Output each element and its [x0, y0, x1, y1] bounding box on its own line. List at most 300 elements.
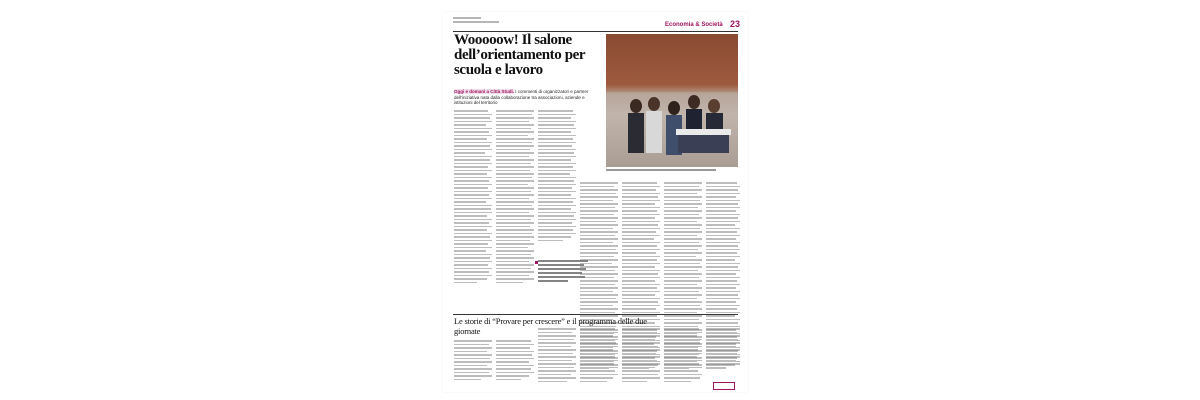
text-line — [454, 156, 492, 158]
page-number: 23 — [730, 19, 741, 29]
text-line — [496, 347, 530, 349]
text-line — [622, 242, 660, 244]
text-line — [664, 291, 699, 293]
text-line — [496, 229, 534, 231]
text-line — [706, 256, 740, 258]
text-line — [706, 353, 737, 355]
masthead-line — [453, 17, 481, 19]
text-line — [664, 301, 702, 303]
text-line — [454, 170, 492, 172]
text-line — [664, 203, 702, 205]
text-line — [496, 212, 529, 214]
text-line — [622, 221, 660, 223]
text-line — [580, 360, 618, 362]
text-line — [580, 235, 615, 237]
text-line — [622, 363, 660, 365]
text-line — [538, 212, 576, 214]
text-line — [706, 224, 735, 226]
text-line — [496, 191, 531, 193]
text-line — [580, 346, 618, 348]
text-line — [664, 259, 702, 261]
text-line — [496, 201, 534, 203]
text-line — [622, 228, 660, 230]
text-line — [622, 367, 655, 369]
text-line — [580, 186, 614, 188]
text-line — [454, 152, 485, 154]
text-line — [454, 110, 488, 112]
text-line — [706, 266, 738, 268]
text-line — [706, 182, 737, 184]
text-line — [538, 177, 576, 179]
text-line — [496, 236, 534, 238]
text-line — [622, 231, 656, 233]
text-line — [454, 275, 492, 277]
text-line — [454, 138, 487, 140]
text-line — [496, 278, 534, 280]
text-line — [454, 114, 492, 116]
text-line — [622, 280, 655, 282]
text-line — [496, 205, 532, 207]
text-line — [538, 377, 576, 379]
text-line — [538, 124, 574, 126]
text-line — [454, 358, 490, 360]
text-line — [580, 370, 615, 372]
text-line — [496, 173, 534, 175]
text-line — [580, 228, 613, 230]
text-line — [538, 149, 576, 151]
text-line — [496, 145, 534, 147]
text-line — [454, 271, 489, 273]
text-line — [496, 257, 534, 259]
text-line — [664, 370, 698, 372]
text-line — [622, 259, 657, 261]
text-line — [454, 145, 490, 147]
text-line — [538, 374, 571, 376]
text-line — [622, 287, 657, 289]
text-line — [580, 377, 613, 379]
text-line — [706, 349, 740, 351]
text-line — [622, 182, 657, 184]
text-line — [580, 214, 614, 216]
text-line — [496, 358, 534, 360]
text-line — [454, 247, 492, 249]
text-line — [706, 273, 736, 275]
text-line — [580, 245, 618, 247]
text-line — [496, 222, 534, 224]
text-line — [496, 361, 529, 363]
text-line — [580, 287, 618, 289]
text-line — [622, 308, 656, 310]
text-line — [664, 287, 702, 289]
text-line — [580, 200, 613, 202]
text-line — [706, 221, 740, 223]
text-line — [706, 363, 740, 365]
text-line — [664, 339, 702, 341]
text-line — [706, 186, 740, 188]
text-line — [664, 210, 702, 212]
text-line — [538, 117, 571, 119]
text-line — [496, 117, 534, 119]
text-line — [496, 240, 530, 242]
text-line — [706, 235, 740, 237]
text-line — [580, 342, 616, 344]
text-line — [664, 346, 702, 348]
text-line — [706, 207, 740, 209]
text-line — [664, 214, 699, 216]
text-line — [664, 238, 702, 240]
text-line — [538, 194, 571, 196]
text-line — [454, 208, 491, 210]
text-line — [454, 264, 488, 266]
text-line — [454, 368, 492, 370]
text-line — [538, 114, 576, 116]
text-line — [622, 224, 658, 226]
text-line — [454, 131, 489, 133]
text-line — [538, 233, 576, 235]
text-line — [622, 210, 657, 212]
text-line — [664, 270, 698, 272]
text-line — [538, 187, 572, 189]
text-line — [538, 191, 576, 193]
text-line — [580, 259, 618, 261]
text-line — [706, 308, 737, 310]
text-line — [454, 340, 492, 342]
article-photo — [606, 34, 738, 167]
text-line — [664, 374, 702, 376]
text-line — [538, 184, 576, 186]
text-line — [706, 315, 735, 317]
text-line — [622, 294, 655, 296]
text-line — [496, 247, 528, 249]
text-line — [706, 263, 740, 265]
text-line — [538, 353, 573, 355]
text-line — [454, 250, 486, 252]
text-line — [496, 354, 532, 356]
text-line — [706, 294, 738, 296]
text-line — [580, 242, 613, 244]
text-line — [454, 177, 492, 179]
text-line — [496, 261, 529, 263]
text-line — [496, 340, 531, 342]
text-line — [580, 328, 615, 330]
text-line — [496, 142, 532, 144]
text-line — [664, 228, 700, 230]
text-line — [580, 221, 616, 223]
text-line — [496, 180, 534, 182]
text-line — [538, 215, 574, 217]
text-line — [496, 187, 534, 189]
text-line — [622, 360, 657, 362]
text-line — [496, 268, 531, 270]
text-line — [538, 135, 576, 137]
text-line — [538, 156, 576, 158]
text-line — [496, 156, 529, 158]
text-line — [664, 245, 702, 247]
text-line — [580, 308, 618, 310]
text-line — [706, 342, 740, 344]
text-line — [454, 128, 492, 130]
text-line — [454, 215, 487, 217]
text-line — [454, 229, 487, 231]
text-line — [454, 222, 489, 224]
text-line — [706, 270, 740, 272]
text-line — [496, 282, 523, 284]
photo-caption — [606, 169, 716, 173]
text-line — [706, 367, 726, 369]
text-line — [538, 110, 573, 112]
text-line — [706, 312, 740, 314]
text-line — [496, 275, 529, 277]
text-line — [454, 187, 488, 189]
text-line — [496, 198, 529, 200]
text-line — [496, 379, 521, 381]
text-line — [622, 346, 658, 348]
text-line — [664, 294, 702, 296]
text-line — [580, 231, 618, 233]
text-line — [496, 208, 534, 210]
text-line — [622, 263, 660, 265]
text-line — [454, 375, 492, 377]
text-line — [454, 159, 490, 161]
text-line — [580, 207, 615, 209]
text-line — [706, 284, 740, 286]
subhead-rest: I commenti di organizzatori e partner dell’iniziativa nata dalla collaborazione tra associazioni, aziende e istituzioni del territorio — [454, 89, 589, 105]
text-line — [538, 201, 573, 203]
text-line — [580, 305, 613, 307]
text-line — [622, 342, 660, 344]
text-line — [664, 252, 702, 254]
text-line — [622, 301, 658, 303]
text-line — [664, 308, 702, 310]
text-line — [664, 280, 702, 282]
pull-quote-line — [538, 268, 586, 270]
text-line — [496, 170, 530, 172]
text-line — [622, 353, 656, 355]
text-line — [622, 189, 656, 191]
pull-quote-line — [538, 272, 582, 274]
text-line — [664, 231, 702, 233]
text-line — [580, 349, 613, 351]
text-line — [538, 349, 576, 351]
text-line — [454, 257, 490, 259]
text-line — [664, 196, 702, 198]
text-line — [496, 372, 534, 374]
text-line — [664, 284, 697, 286]
text-line — [496, 194, 534, 196]
text-line — [496, 264, 534, 266]
text-line — [454, 226, 492, 228]
text-line — [538, 335, 576, 337]
text-line — [706, 328, 740, 330]
text-line — [538, 128, 576, 130]
text-line — [706, 335, 740, 337]
column-12 — [622, 328, 660, 384]
text-line — [454, 261, 492, 263]
text-line — [622, 207, 660, 209]
text-line — [454, 372, 489, 374]
text-line — [454, 268, 492, 270]
text-line — [706, 259, 735, 261]
text-line — [622, 370, 660, 372]
text-line — [580, 193, 616, 195]
text-line — [706, 301, 736, 303]
text-line — [706, 346, 736, 348]
text-line — [496, 368, 531, 370]
text-line — [622, 312, 660, 314]
text-line — [706, 305, 740, 307]
text-line — [496, 131, 534, 133]
text-line — [664, 342, 700, 344]
text-line — [664, 242, 699, 244]
text-line — [496, 121, 529, 123]
photo-illustration — [606, 34, 738, 167]
newspaper-page — [443, 12, 748, 392]
text-line — [706, 228, 740, 230]
text-line — [664, 353, 702, 355]
text-line — [580, 363, 614, 365]
text-line — [538, 142, 576, 144]
text-line — [622, 377, 660, 379]
text-line — [580, 270, 615, 272]
text-line — [706, 238, 736, 240]
text-line — [706, 298, 740, 300]
text-line — [664, 363, 699, 365]
text-line — [454, 254, 492, 256]
text-line — [664, 200, 700, 202]
text-line — [454, 163, 492, 165]
text-line — [538, 163, 576, 165]
text-line — [580, 381, 607, 383]
text-line — [622, 266, 655, 268]
text-line — [496, 138, 534, 140]
text-line — [538, 236, 571, 238]
text-line — [538, 332, 572, 334]
text-line — [496, 365, 534, 367]
text-line — [622, 245, 657, 247]
text-line — [454, 347, 492, 349]
text-line — [664, 335, 697, 337]
text-line — [496, 135, 528, 137]
text-line — [538, 356, 576, 358]
text-line — [664, 381, 691, 383]
column-2 — [496, 110, 534, 285]
text-line — [454, 361, 492, 363]
article-divider — [453, 314, 738, 315]
text-line — [538, 363, 576, 365]
text-line — [622, 339, 655, 341]
text-line — [580, 203, 618, 205]
text-line — [706, 322, 738, 324]
text-line — [538, 328, 576, 330]
text-line — [454, 173, 487, 175]
text-line — [538, 170, 576, 172]
text-line — [580, 263, 612, 265]
text-line — [580, 284, 615, 286]
text-line — [706, 332, 737, 334]
text-line — [622, 381, 647, 383]
text-line — [664, 193, 697, 195]
text-line — [580, 273, 618, 275]
text-line — [706, 356, 740, 358]
text-line — [580, 266, 618, 268]
text-line — [454, 135, 492, 137]
text-line — [664, 360, 702, 362]
text-line — [538, 381, 567, 383]
text-line — [622, 335, 660, 337]
text-line — [664, 221, 697, 223]
text-line — [622, 252, 656, 254]
text-line — [706, 326, 740, 328]
column-8 — [454, 340, 492, 382]
text-line — [580, 224, 618, 226]
text-line — [706, 360, 736, 362]
text-line — [664, 367, 702, 369]
text-line — [622, 249, 660, 251]
text-line — [496, 250, 534, 252]
text-line — [706, 203, 738, 205]
text-line — [454, 201, 486, 203]
text-line — [622, 193, 660, 195]
text-line — [622, 235, 660, 237]
text-line — [622, 273, 658, 275]
text-line — [664, 182, 702, 184]
masthead-line — [453, 21, 499, 23]
text-line — [454, 142, 492, 144]
text-line — [622, 214, 660, 216]
text-line — [496, 159, 534, 161]
text-line — [706, 249, 740, 251]
text-line — [496, 110, 534, 112]
text-line — [706, 210, 736, 212]
text-line — [580, 356, 615, 358]
text-line — [706, 231, 737, 233]
masthead — [453, 17, 513, 25]
text-line — [664, 224, 702, 226]
text-line — [454, 243, 488, 245]
text-line — [580, 277, 614, 279]
column-14 — [706, 328, 740, 370]
text-line — [622, 196, 658, 198]
text-line — [538, 131, 571, 133]
second-headline: Le storie di “Provare per crescere” e il programma delle due giornate — [454, 316, 647, 336]
text-line — [664, 249, 698, 251]
text-line — [580, 280, 618, 282]
text-line — [664, 312, 697, 314]
text-line — [706, 319, 740, 321]
text-line — [622, 374, 658, 376]
text-line — [580, 291, 613, 293]
subhead — [454, 89, 599, 106]
text-line — [664, 332, 702, 334]
text-line — [538, 222, 572, 224]
text-line — [580, 332, 618, 334]
text-line — [706, 252, 737, 254]
text-line — [664, 263, 700, 265]
text-line — [622, 277, 660, 279]
section-tag: Economia & Società — [665, 22, 723, 28]
text-line — [580, 298, 616, 300]
text-line — [454, 166, 488, 168]
text-line — [496, 375, 529, 377]
text-line — [454, 184, 492, 186]
text-line — [538, 138, 573, 140]
column-3 — [538, 110, 576, 243]
text-line — [496, 233, 532, 235]
text-line — [496, 177, 532, 179]
text-line — [622, 270, 660, 272]
text-line — [538, 173, 570, 175]
text-line — [580, 374, 618, 376]
